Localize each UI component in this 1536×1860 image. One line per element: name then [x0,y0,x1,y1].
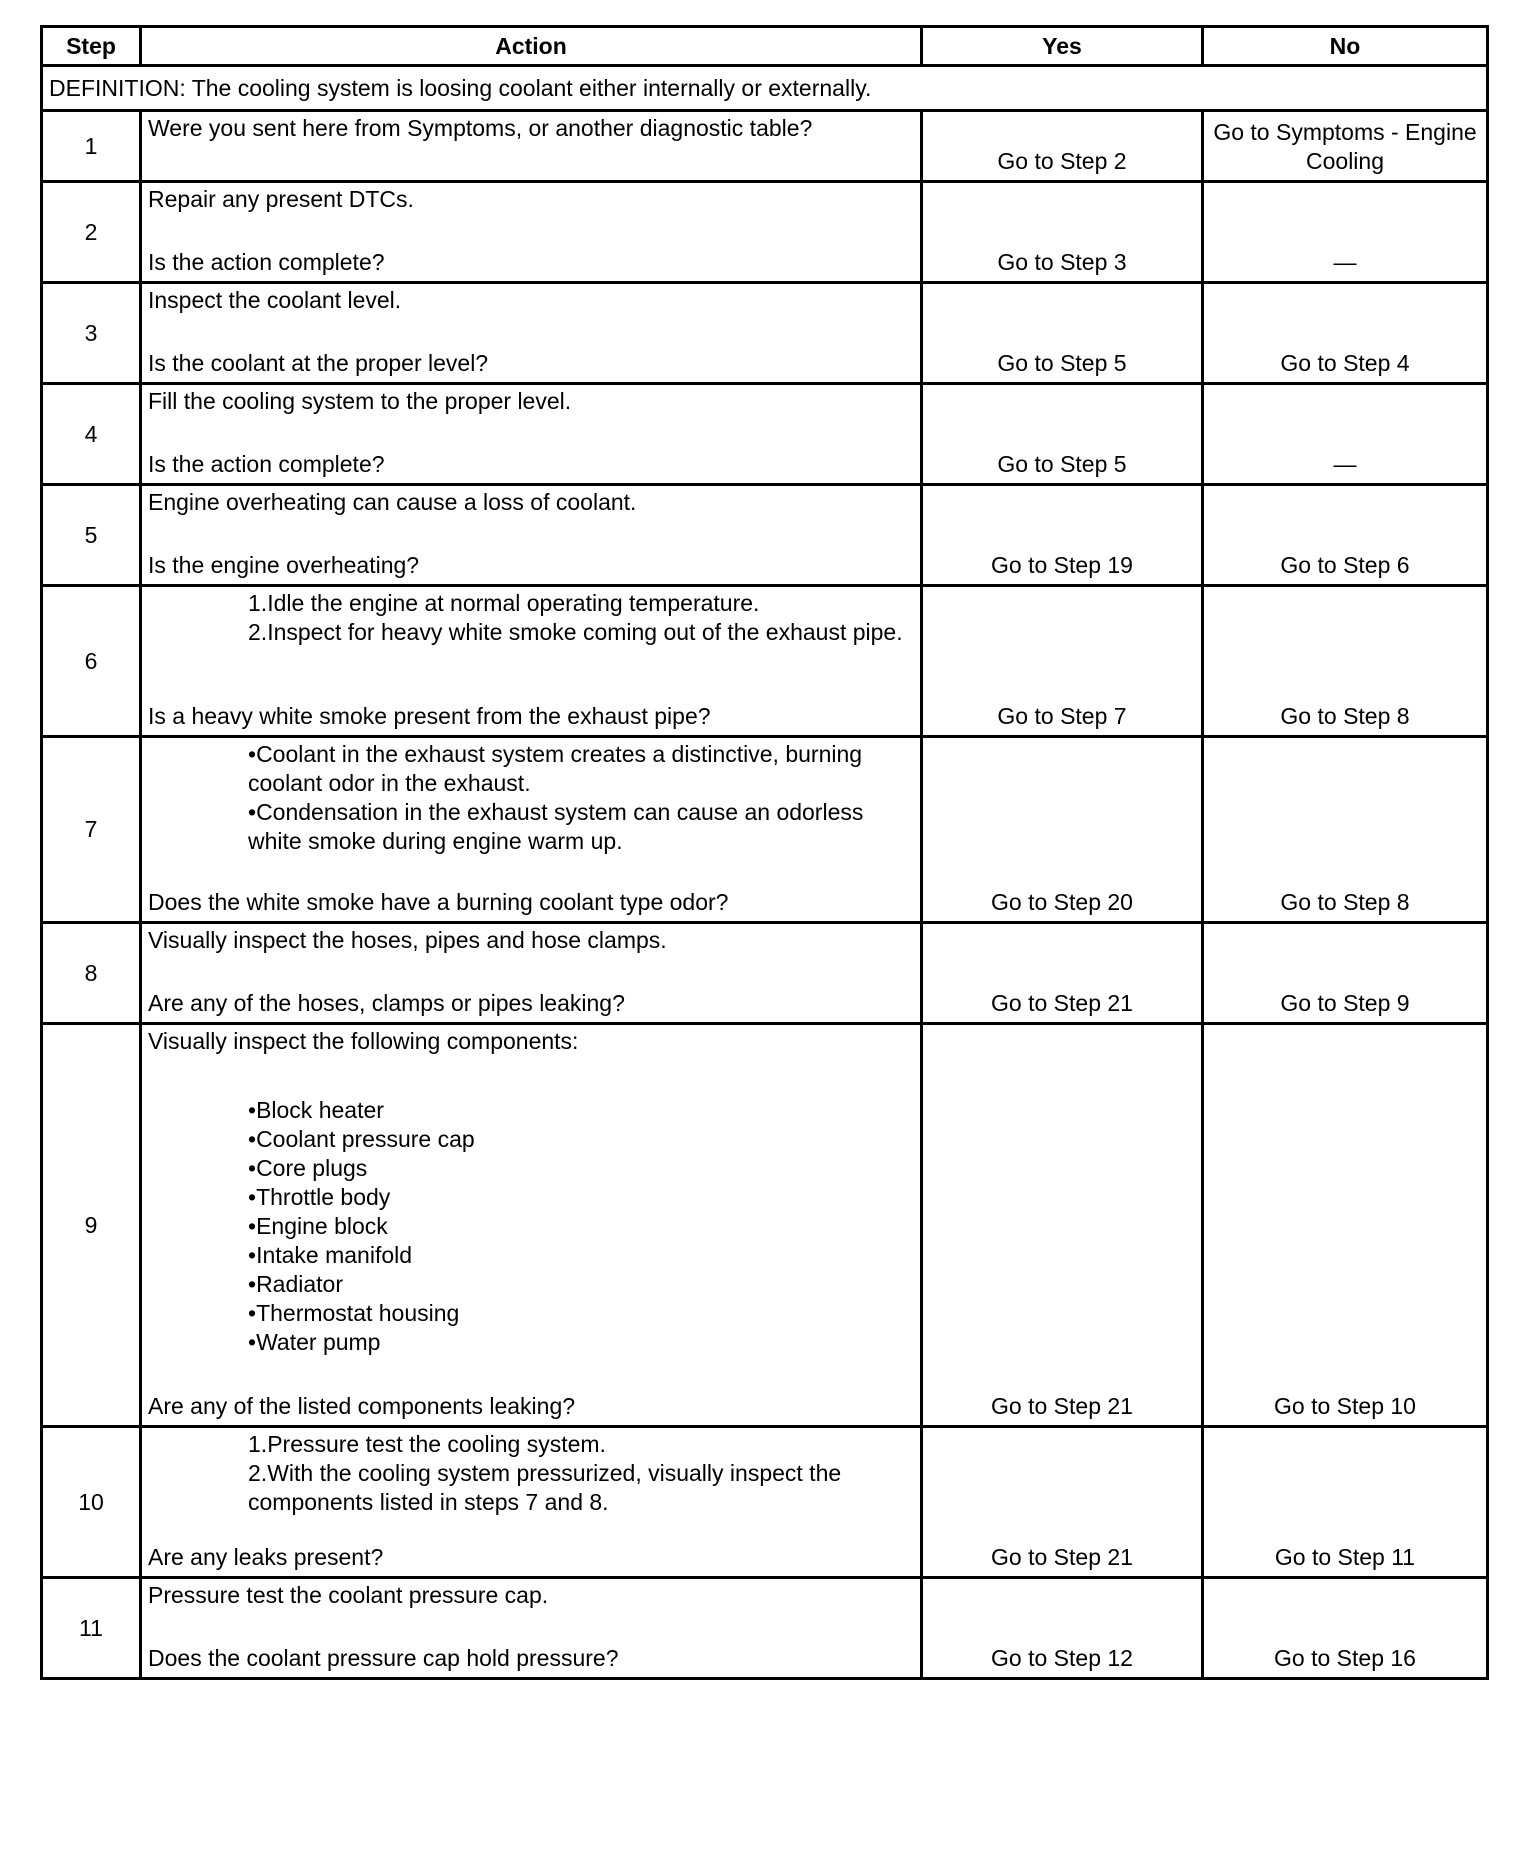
header-no: No [1203,27,1488,66]
table-row [42,1024,1488,1427]
list-item-text: Water pump [256,1329,381,1355]
table-row [42,586,1488,737]
bullet-mark: • [248,1271,257,1297]
action-content [148,1027,914,1421]
yes-result: Go to Step 5 [922,283,1203,384]
step-number: 1 [42,111,141,182]
list-item-text: Block heater [256,1097,384,1123]
action-content [148,387,914,479]
action-question: Is a heavy white smoke present from the exhaust pipe? [148,703,711,729]
action-question: Does the coolant pressure cap hold pressure? [148,1645,619,1671]
no-result: Go to Step 16 [1203,1578,1488,1679]
action-question: Is the engine overheating? [148,552,420,578]
list-item [148,798,914,856]
no-result: Go to Step 9 [1203,923,1488,1024]
list-item-text: Inspect for heavy white smoke coming out of the exhaust pipe. [267,619,903,645]
table-row [42,182,1488,283]
action-instruction: Pressure test the coolant pressure cap. [148,1582,549,1608]
action-instruction: Inspect the coolant level. [148,287,402,313]
action-body [148,1430,914,1517]
header-yes: Yes [922,27,1203,66]
step-number: 4 [42,384,141,485]
action-instruction: Visually inspect the following components: [148,1028,579,1054]
action-instruction: Engine overheating can cause a loss of coolant. [148,489,637,515]
table-row [42,384,1488,485]
no-result: Go to Step 10 [1203,1024,1488,1427]
action-question: Is the action complete? [148,451,385,477]
table-row [42,283,1488,384]
action-content [148,589,914,731]
step-number: 5 [42,485,141,586]
no-result: Go to Step 11 [1203,1427,1488,1578]
action-cell [141,1578,922,1679]
list-spacer [148,1056,914,1096]
action-cell [141,111,922,182]
action-instruction: Repair any present DTCs. [148,186,414,212]
definition-row [42,66,1488,111]
bullet-list [148,1096,914,1357]
bullet-list [148,740,914,856]
bullet-mark: • [248,1213,257,1239]
action-body [148,286,914,315]
definition-text: DEFINITION: The cooling system is loosing coolant either internally or externally. [42,66,1488,111]
action-question: Does the white smoke have a burning coolant type odor? [148,889,729,915]
action-question: Are any of the listed components leaking? [148,1393,576,1419]
action-cell [141,283,922,384]
yes-result: Go to Step 19 [922,485,1203,586]
action-content [148,740,914,917]
list-item [148,618,914,647]
list-item-text: Intake manifold [256,1242,413,1268]
action-body [148,488,914,517]
list-item [148,1270,914,1299]
yes-result: Go to Step 5 [922,384,1203,485]
action-content [148,926,914,1018]
list-item-text: With the cooling system pressurized, visually inspect the components listed in steps 7 and 8. [248,1460,842,1515]
list-item [148,1328,914,1357]
action-question: Are any leaks present? [148,1544,384,1570]
yes-result: Go to Step 3 [922,182,1203,283]
action-instruction: Visually inspect the hoses, pipes and hose clamps. [148,927,667,953]
table-row [42,923,1488,1024]
no-result: Go to Step 8 [1203,737,1488,923]
action-question: Is the coolant at the proper level? [148,350,489,376]
action-cell [141,485,922,586]
list-item [148,1183,914,1212]
list-item [148,1299,914,1328]
list-item [148,1154,914,1183]
no-result: Go to Symptoms - Engine Cooling [1203,111,1488,182]
action-cell [141,1427,922,1578]
step-number: 7 [42,737,141,923]
bullet-mark: • [248,741,257,767]
list-item-text: Coolant in the exhaust system creates a distinctive, burning coolant odor in the exhaust. [248,741,863,796]
list-item [148,740,914,798]
action-cell [141,1024,922,1427]
action-body [148,1027,914,1357]
action-question: Is the action complete? [148,249,385,275]
list-item-text: Pressure test the cooling system. [267,1431,606,1457]
list-item [148,1212,914,1241]
action-cell [141,923,922,1024]
table-row [42,485,1488,586]
list-item [148,1096,914,1125]
table-row [42,1427,1488,1578]
bullet-mark: • [248,1155,257,1181]
yes-result: Go to Step 21 [922,1427,1203,1578]
bullet-mark: • [248,1300,257,1326]
list-item-text: Condensation in the exhaust system can cause an odorless white smoke during engine warm up. [248,799,864,854]
header-step: Step [42,27,141,66]
action-instruction: Fill the cooling system to the proper level. [148,388,572,414]
list-item-text: Idle the engine at normal operating temperature. [267,590,760,616]
no-result: Go to Step 4 [1203,283,1488,384]
action-body [148,114,914,143]
list-item-text: Throttle body [256,1184,391,1210]
header-action: Action [141,27,922,66]
yes-result: Go to Step 21 [922,1024,1203,1427]
step-number: 6 [42,586,141,737]
action-body [148,1581,914,1610]
action-cell [141,384,922,485]
action-cell [141,182,922,283]
yes-result: Go to Step 21 [922,923,1203,1024]
action-content [148,185,914,277]
number-mark: 1. [248,590,268,616]
step-number: 3 [42,283,141,384]
action-body [148,589,914,647]
number-mark: 1. [248,1431,268,1457]
list-item-text: Coolant pressure cap [256,1126,475,1152]
bullet-mark: • [248,1097,257,1123]
list-item-text: Radiator [256,1271,343,1297]
header-row [42,27,1488,66]
numbered-list [148,1430,914,1517]
list-item [148,1241,914,1270]
yes-result: Go to Step 7 [922,586,1203,737]
action-cell [141,737,922,923]
list-item-text: Thermostat housing [256,1300,460,1326]
action-content [148,1581,914,1673]
step-number: 8 [42,923,141,1024]
action-question: Are any of the hoses, clamps or pipes leaking? [148,990,625,1016]
no-result: Go to Step 8 [1203,586,1488,737]
action-body [148,740,914,856]
list-item [148,589,914,618]
bullet-mark: • [248,1329,257,1355]
table-row [42,111,1488,182]
number-mark: 2. [248,619,268,645]
list-item [148,1430,914,1459]
no-result: Go to Step 6 [1203,485,1488,586]
action-content [148,488,914,580]
bullet-mark: • [248,1126,257,1152]
action-content [148,1430,914,1572]
numbered-list [148,589,914,647]
step-number: 9 [42,1024,141,1427]
yes-result: Go to Step 12 [922,1578,1203,1679]
bullet-mark: • [248,799,257,825]
action-body [148,387,914,416]
bullet-mark: • [248,1242,257,1268]
table-row [42,737,1488,923]
list-item-text: Core plugs [256,1155,368,1181]
number-mark: 2. [248,1460,268,1486]
action-content [148,114,914,176]
yes-result: Go to Step 2 [922,111,1203,182]
list-item-text: Engine block [256,1213,388,1239]
no-result: — [1203,384,1488,485]
action-instruction: Were you sent here from Symptoms, or another diagnostic table? [148,115,813,141]
list-item [148,1459,914,1517]
no-result: — [1203,182,1488,283]
action-body [148,185,914,214]
step-number: 2 [42,182,141,283]
action-cell [141,586,922,737]
step-number: 10 [42,1427,141,1578]
yes-result: Go to Step 20 [922,737,1203,923]
list-item [148,1125,914,1154]
action-content [148,286,914,378]
bullet-mark: • [248,1184,257,1210]
diagnostic-table [40,25,1489,1680]
step-number: 11 [42,1578,141,1679]
action-body [148,926,914,955]
table-row [42,1578,1488,1679]
